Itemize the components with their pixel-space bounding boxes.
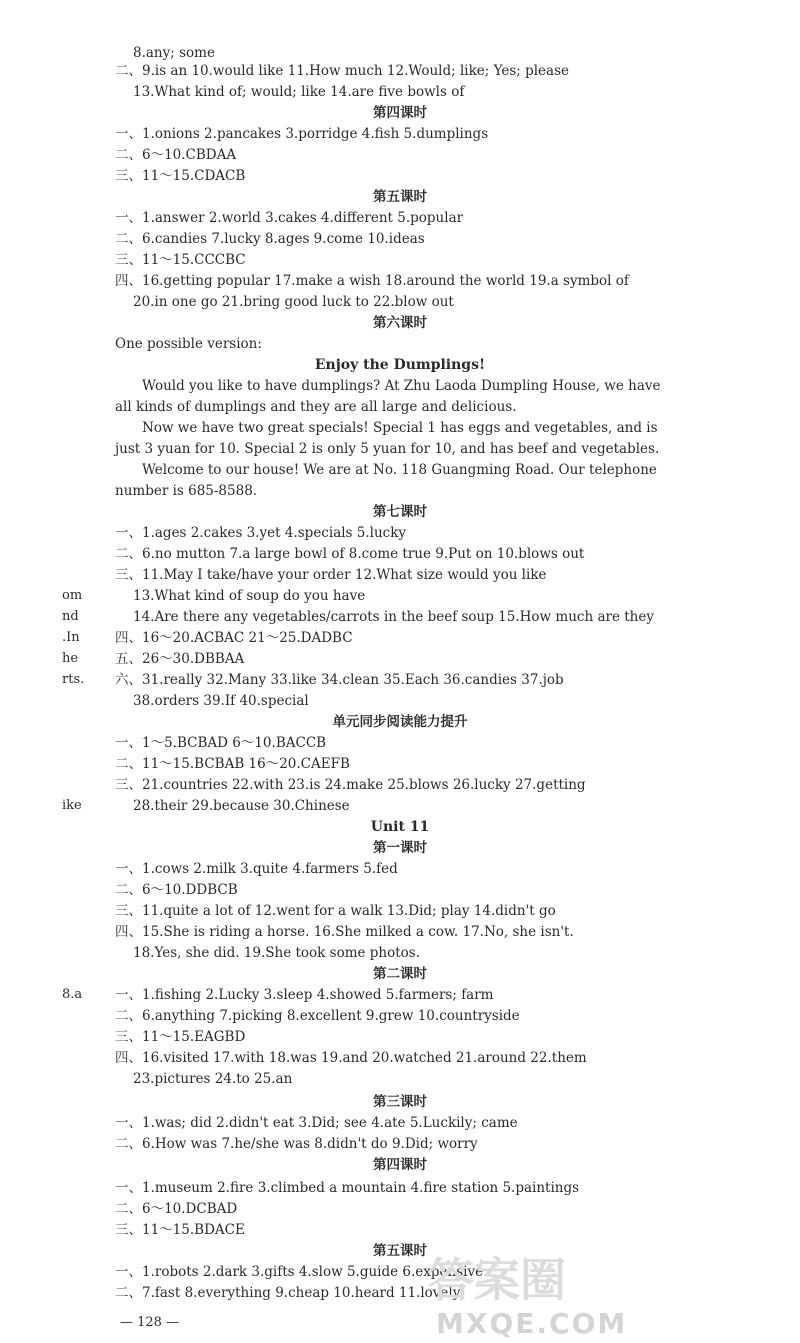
answer-line: 一、1.fishing 2.Lucky 3.sleep 4.showed 5.farmers; farm [115, 987, 494, 1003]
answer-line: 二、11～15.BCBAB 16～20.CAEFB [115, 756, 350, 772]
margin-fragment: om [62, 588, 83, 603]
answer-line: all kinds of dumplings and they are all large and delicious. [115, 399, 517, 415]
answer-line: 一、1.ages 2.cakes 3.yet 4.specials 5.lucky [115, 525, 407, 541]
answer-line: 一、1.onions 2.pancakes 3.porridge 4.fish 5.dumplings [115, 126, 489, 142]
answer-line: just 3 yuan for 10. Special 2 is only 5 yuan for 10, and has beef and vegetables. [115, 441, 660, 457]
margin-fragment: he [62, 651, 79, 666]
answer-line: 20.in one go 21.bring good luck to 22.blow out [133, 294, 454, 310]
section-heading: 第七课时 [373, 504, 427, 520]
section-heading: 第四课时 [373, 105, 427, 121]
answer-line: 四、16.getting popular 17.make a wish 18.around the world 19.a symbol of [115, 273, 629, 289]
section-heading: 第一课时 [373, 840, 427, 856]
margin-fragment: nd [62, 609, 79, 624]
watermark-url: MXQE.COM [436, 1307, 628, 1340]
answer-line: 六、31.really 32.Many 33.like 34.clean 35.Each 36.candies 37.job [115, 672, 564, 688]
section-heading: 第三课时 [373, 1094, 427, 1110]
answer-line: 四、16.visited 17.with 18.was 19.and 20.watched 21.around 22.them [115, 1050, 587, 1066]
answer-line: 23.pictures 24.to 25.an [133, 1071, 293, 1087]
margin-fragment: rts. [62, 672, 85, 687]
answer-line: 8.any; some [133, 45, 215, 61]
answer-line: 四、16～20.ACBAC 21～25.DADBC [115, 630, 353, 646]
answer-line: 二、6.no mutton 7.a large bowl of 8.come true 9.Put on 10.blows out [115, 546, 585, 562]
answer-line: 一、1.answer 2.world 3.cakes 4.different 5.popular [115, 210, 464, 226]
answer-line: 三、11～15.CDACB [115, 168, 246, 184]
answer-line: 二、7.fast 8.everything 9.cheap 10.heard 11.lovely [115, 1285, 461, 1301]
answer-line: 二、6～10.DCBAD [115, 1201, 238, 1217]
answer-line: 一、1.was; did 2.didn't eat 3.Did; see 4.ate 5.Luckily; came [115, 1115, 518, 1131]
answer-line: 四、15.She is riding a horse. 16.She milked a cow. 17.No, she isn't. [115, 924, 574, 940]
margin-fragment: 8.a [62, 987, 83, 1002]
section-heading: Enjoy the Dumplings! [314, 357, 486, 373]
answer-line: 三、21.countries 22.with 23.is 24.make 25.blows 26.lucky 27.getting [115, 777, 586, 793]
answer-line: 一、1.cows 2.milk 3.quite 4.farmers 5.fed [115, 861, 398, 877]
answer-line: 13.What kind of; would; like 14.are five bowls of [133, 84, 465, 100]
answer-line: 13.What kind of soup do you have [133, 588, 366, 604]
page-number: — 128 — [120, 1315, 180, 1330]
answer-line: 一、1.museum 2.fire 3.climbed a mountain 4.fire station 5.paintings [115, 1180, 580, 1196]
section-heading: 第五课时 [373, 1243, 427, 1259]
answer-line: Now we have two great specials! Special 1 has eggs and vegetables, and is [142, 420, 658, 436]
margin-fragment: .In [62, 630, 80, 645]
answer-line: Welcome to our house! We are at No. 118 Guangming Road. Our telephone [142, 462, 657, 478]
section-heading: 第四课时 [373, 1157, 427, 1173]
answer-line: 14.Are there any vegetables/carrots in the beef soup 15.How much are they [133, 609, 654, 625]
answer-line: 二、6～10.DDBCB [115, 882, 238, 898]
answer-line: 二、6～10.CBDAA [115, 147, 237, 163]
answer-line: 38.orders 39.If 40.special [133, 693, 309, 709]
answer-line: 一、1～5.BCBAD 6～10.BACCB [115, 735, 327, 751]
answer-line: 一、1.robots 2.dark 3.gifts 4.slow 5.guide 6.expensive [115, 1264, 484, 1280]
answer-line: number is 685-8588. [115, 483, 258, 499]
answer-line: One possible version: [115, 336, 262, 352]
answer-line: 18.Yes, she did. 19.She took some photos. [133, 945, 421, 961]
answer-line: 二、9.is an 10.would like 11.How much 12.Would; like; Yes; please [115, 63, 570, 79]
section-heading: 单元同步阅读能力提升 [332, 714, 468, 730]
section-heading: 第六课时 [373, 315, 427, 331]
answer-line: 三、11～15.CCCBC [115, 252, 246, 268]
answer-line: 三、11～15.EAGBD [115, 1029, 246, 1045]
answer-line: 三、11～15.BDACE [115, 1222, 245, 1238]
watermark-text: 答案圈 [428, 1253, 566, 1307]
margin-fragment: ike [62, 798, 82, 813]
answer-line: 三、11.quite a lot of 12.went for a walk 13.Did; play 14.didn't go [115, 903, 556, 919]
section-heading: 第二课时 [373, 966, 427, 982]
answer-line: 二、6.How was 7.he/she was 8.didn't do 9.Did; worry [115, 1136, 478, 1152]
watermark-logo [428, 1250, 778, 1343]
answer-line: 五、26～30.DBBAA [115, 651, 245, 667]
answer-line: 二、6.anything 7.picking 8.excellent 9.grew 10.countryside [115, 1008, 520, 1024]
section-heading: 第五课时 [373, 189, 427, 205]
answer-line: 三、11.May I take/have your order 12.What size would you like [115, 567, 547, 583]
answer-line: Would you like to have dumplings? At Zhu Laoda Dumpling House, we have [142, 378, 661, 394]
answer-line: 二、6.candies 7.lucky 8.ages 9.come 10.ideas [115, 231, 425, 247]
answer-line: 28.their 29.because 30.Chinese [133, 798, 350, 814]
section-heading: Unit 11 [370, 819, 430, 835]
